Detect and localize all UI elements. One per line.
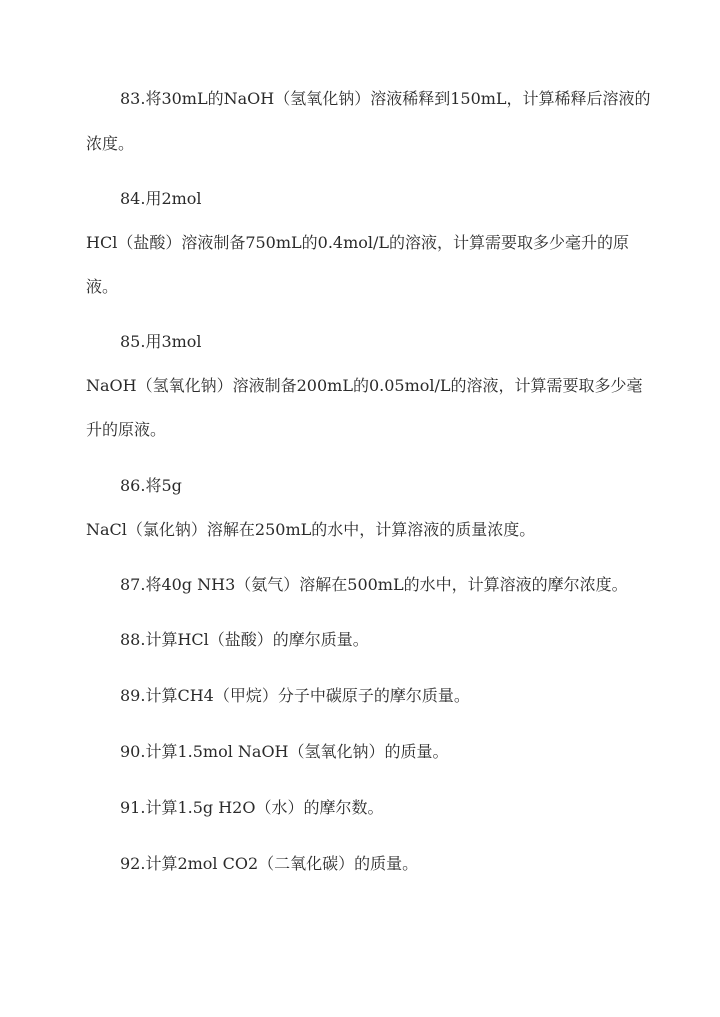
q91-line-1: 91.计算1.5g H2O（水）的摩尔数。 [120, 798, 384, 817]
q85-line-1: 85.用3mol [120, 332, 202, 351]
q84-line-2: HCl（盐酸）溶液制备750mL的0.4mol/L的溶液，计算需要取多少毫升的原 [86, 233, 630, 252]
q86-line-2: NaCl（氯化钠）溶解在250mL的水中，计算溶液的质量浓度。 [86, 520, 536, 539]
q87-line-1: 87.将40g NH3（氨气）溶解在500mL的水中，计算溶液的摩尔浓度。 [120, 575, 628, 594]
q84-line-3: 液。 [86, 277, 119, 296]
q84-line-1: 84.用2mol [120, 189, 202, 208]
q85-line-2: NaOH（氢氧化钠）溶液制备200mL的0.05mol/L的溶液，计算需要取多少毫 [86, 376, 643, 395]
q83-line-1: 83.将30mL的NaOH（氢氧化钠）溶液稀释到150mL，计算稀释后溶液的 [120, 89, 651, 108]
q88-line-1: 88.计算HCl（盐酸）的摩尔质量。 [120, 630, 369, 649]
q89-line-1: 89.计算CH4（甲烷）分子中碳原子的摩尔质量。 [120, 686, 470, 705]
q92-line-1: 92.计算2mol CO2（二氧化碳）的质量。 [120, 854, 419, 873]
q90-line-1: 90.计算1.5mol NaOH（氢氧化钠）的质量。 [120, 742, 449, 761]
q85-line-3: 升的原液。 [86, 420, 167, 439]
q83-line-2: 浓度。 [86, 134, 135, 153]
q86-line-1: 86.将5g [120, 476, 182, 495]
